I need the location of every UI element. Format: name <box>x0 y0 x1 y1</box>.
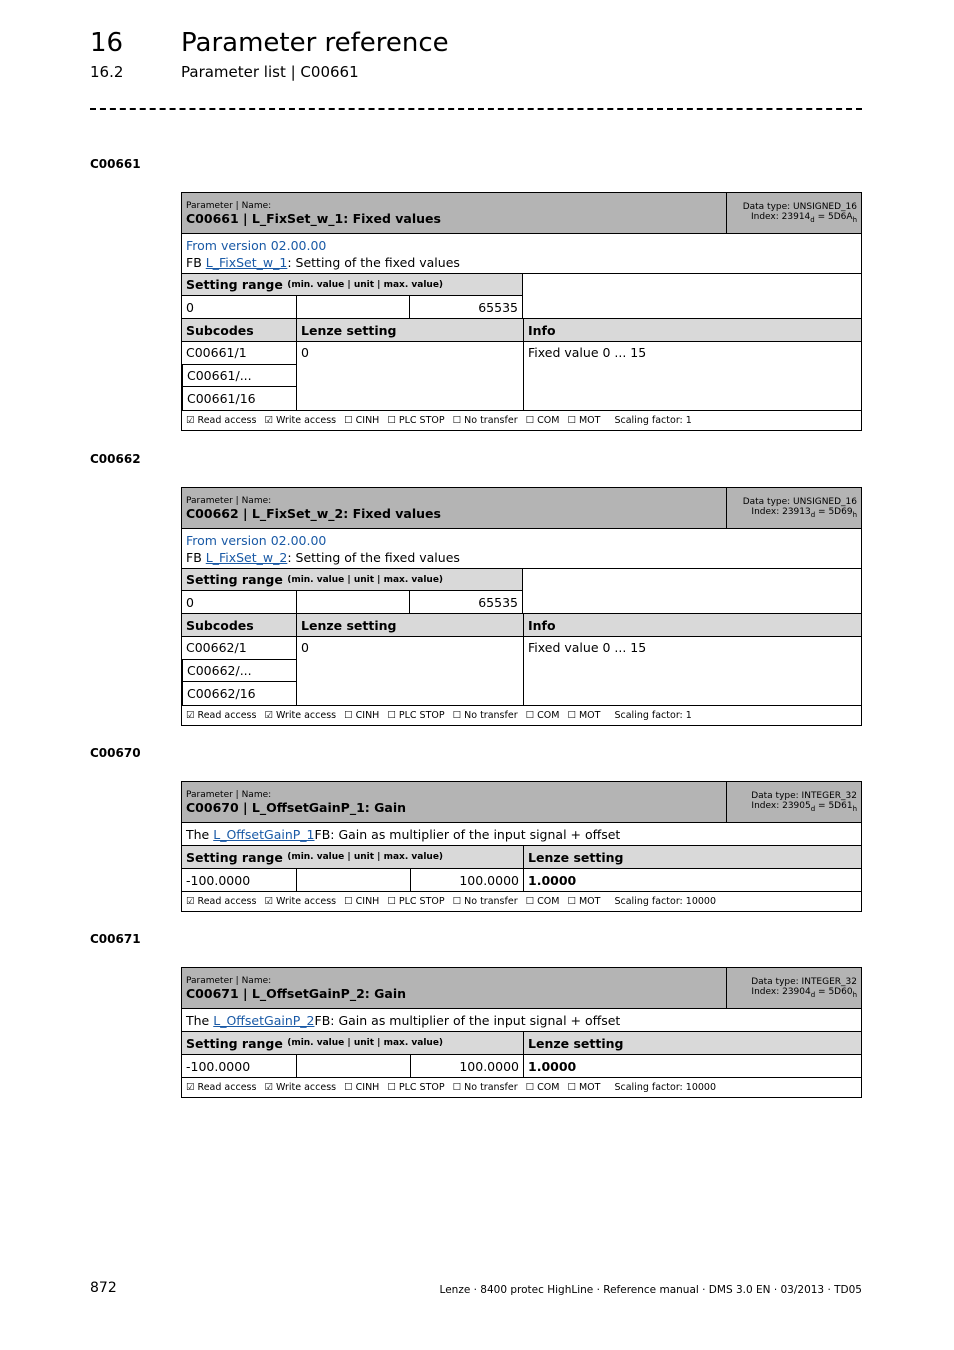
param-name-label: Parameter | Name: <box>186 200 272 211</box>
param-table-header <box>182 782 861 822</box>
lenze-setting-header: Lenze setting <box>296 319 523 341</box>
flag-com: ☐ COM <box>525 710 560 721</box>
range-max: 100.0000 <box>410 1055 523 1077</box>
info-value: Fixed value 0 ... 15 <box>523 342 861 410</box>
flag-read: ☑ Read access <box>186 1082 257 1093</box>
range-unit <box>296 296 410 318</box>
param-name-cell <box>182 968 726 1008</box>
access-flags <box>182 410 861 430</box>
header-divider <box>90 108 862 110</box>
param-table-header <box>182 488 861 528</box>
access-flags <box>182 891 861 911</box>
lenze-setting-value: 1.0000 <box>523 869 861 891</box>
lenze-setting-value: 1.0000 <box>523 1055 861 1077</box>
lenze-setting-header: Lenze setting <box>296 614 523 636</box>
param-name-cell <box>182 782 726 822</box>
param-index: Index: $23905_d = 5D61_h$ <box>751 801 857 813</box>
range-min: 0 <box>186 594 194 610</box>
access-flags <box>182 1077 861 1097</box>
range-unit <box>296 1055 410 1077</box>
param-table-header <box>182 193 861 233</box>
data-type-cell <box>726 782 861 822</box>
range-unit <box>296 591 410 613</box>
param-description: The L_OffsetGainP_1 FB: Gain as multiplier of the input signal + offset <box>186 826 621 842</box>
flag-no-transfer: ☐ No transfer <box>452 896 518 907</box>
subcode-row: C00662/... <box>182 660 296 683</box>
setting-range-label: Setting range (min. value | unit | max. value) <box>186 849 444 865</box>
flag-com: ☐ COM <box>525 896 560 907</box>
param-title: C00670 | L_OffsetGainP_1: Gain <box>186 799 407 815</box>
param-heading: C00662 <box>90 452 141 466</box>
param-index: Index: $23904_d = 5D60_h$ <box>751 987 857 999</box>
scaling-factor: Scaling factor: 1 <box>614 415 692 426</box>
param-description: From version 02.00.00 FB L_FixSet_w_1: Setting of the fixed values <box>182 234 861 273</box>
param-table <box>181 781 862 912</box>
param-table <box>181 967 862 1098</box>
footer-text: Lenze · 8400 protec HighLine · Reference manual · DMS 3.0 EN · 03/2013 · TD05 <box>439 1284 862 1296</box>
subcode-row: C00662/16 <box>182 682 296 705</box>
flag-plc-stop: ☐ PLC STOP <box>387 1082 445 1093</box>
param-name-cell <box>182 488 726 528</box>
subcodes-header: Subcodes <box>186 617 254 633</box>
fb-link[interactable]: L_OffsetGainP_2 <box>213 1012 315 1028</box>
flag-mot: ☐ MOT <box>567 415 601 426</box>
setting-range-label: Setting range (min. value | unit | max. value) <box>186 1035 444 1051</box>
section-number: 16.2 <box>90 63 124 81</box>
chapter-number: 16 <box>90 28 124 58</box>
subcodes-header: Subcodes <box>186 322 254 338</box>
flag-mot: ☐ MOT <box>567 1082 601 1093</box>
flag-write: ☑ Write access <box>264 1082 337 1093</box>
param-table <box>181 487 862 726</box>
section-title: Parameter list | C00661 <box>181 63 359 81</box>
lenze-setting-value: 0 <box>296 342 523 410</box>
data-type: Data type: INTEGER_32 <box>751 791 857 802</box>
version-note: From version 02.00.00 <box>186 238 327 253</box>
param-title: C00661 | L_FixSet_w_1: Fixed values <box>186 210 441 226</box>
param-table <box>181 192 862 431</box>
lenze-setting-value: 0 <box>296 637 523 705</box>
flag-mot: ☐ MOT <box>567 710 601 721</box>
range-min: -100.0000 <box>186 872 251 888</box>
setting-range-label: Setting range (min. value | unit | max. value) <box>182 569 522 591</box>
param-index: Index: $23914_d = 5D6A_h$ <box>750 212 857 224</box>
range-max: 65535 <box>409 591 522 613</box>
subcode-row: C00661/16 <box>182 387 296 410</box>
flag-plc-stop: ☐ PLC STOP <box>387 896 445 907</box>
flag-plc-stop: ☐ PLC STOP <box>387 710 445 721</box>
scaling-factor: Scaling factor: 10000 <box>614 896 716 907</box>
param-name-label: Parameter | Name: <box>186 495 272 506</box>
version-note: From version 02.00.00 <box>186 533 327 548</box>
fb-link[interactable]: L_FixSet_w_1 <box>205 255 288 270</box>
fb-link[interactable]: L_OffsetGainP_1 <box>213 826 315 842</box>
param-heading: C00671 <box>90 932 141 946</box>
data-type-cell <box>726 193 861 233</box>
param-title: C00671 | L_OffsetGainP_2: Gain <box>186 985 407 1001</box>
flag-no-transfer: ☐ No transfer <box>452 415 518 426</box>
flag-cinh: ☐ CINH <box>344 710 380 721</box>
range-max: 100.0000 <box>410 869 523 891</box>
flag-mot: ☐ MOT <box>567 896 601 907</box>
range-min: -100.0000 <box>186 1058 251 1074</box>
flag-com: ☐ COM <box>525 415 560 426</box>
chapter-title: Parameter reference <box>181 28 449 58</box>
scaling-factor: Scaling factor: 10000 <box>614 1082 716 1093</box>
flag-write: ☑ Write access <box>264 415 337 426</box>
flag-no-transfer: ☐ No transfer <box>452 1082 518 1093</box>
access-flags <box>182 705 861 725</box>
param-name-label: Parameter | Name: <box>186 789 272 800</box>
data-type: Data type: UNSIGNED_16 <box>742 202 857 213</box>
data-type: Data type: INTEGER_32 <box>751 977 857 988</box>
data-type-cell <box>726 488 861 528</box>
param-title: C00662 | L_FixSet_w_2: Fixed values <box>186 505 441 521</box>
info-header: Info <box>523 319 861 341</box>
range-unit <box>296 869 410 891</box>
flag-cinh: ☐ CINH <box>344 896 380 907</box>
subcode-row: C00661/1 <box>182 342 296 365</box>
subcode-row: C00661/... <box>182 365 296 388</box>
flag-plc-stop: ☐ PLC STOP <box>387 415 445 426</box>
flag-write: ☑ Write access <box>264 710 337 721</box>
param-name-cell <box>182 193 726 233</box>
data-type-cell <box>726 968 861 1008</box>
param-index: Index: $23913_d = 5D69_h$ <box>751 507 857 519</box>
range-min: 0 <box>186 299 194 315</box>
flag-cinh: ☐ CINH <box>344 415 380 426</box>
flag-no-transfer: ☐ No transfer <box>452 710 518 721</box>
scaling-factor: Scaling factor: 1 <box>614 710 692 721</box>
lenze-setting-header: Lenze setting <box>523 1032 861 1054</box>
param-name-label: Parameter | Name: <box>186 975 272 986</box>
subcode-row: C00662/1 <box>182 637 296 660</box>
param-heading: C00670 <box>90 746 141 760</box>
flag-cinh: ☐ CINH <box>344 1082 380 1093</box>
info-value: Fixed value 0 ... 15 <box>523 637 861 705</box>
param-heading: C00661 <box>90 157 141 171</box>
flag-com: ☐ COM <box>525 1082 560 1093</box>
param-description: From version 02.00.00 FB L_FixSet_w_2: Setting of the fixed values <box>182 529 861 568</box>
lenze-setting-header: Lenze setting <box>523 846 861 868</box>
flag-read: ☑ Read access <box>186 710 257 721</box>
fb-link[interactable]: L_FixSet_w_2 <box>205 550 288 565</box>
info-header: Info <box>523 614 861 636</box>
range-max: 65535 <box>409 296 522 318</box>
param-description: The L_OffsetGainP_2 FB: Gain as multiplier of the input signal + offset <box>186 1012 621 1028</box>
flag-write: ☑ Write access <box>264 896 337 907</box>
flag-read: ☑ Read access <box>186 415 257 426</box>
page-number: 872 <box>90 1280 117 1296</box>
flag-read: ☑ Read access <box>186 896 257 907</box>
param-table-header <box>182 968 861 1008</box>
data-type: Data type: UNSIGNED_16 <box>742 497 857 508</box>
setting-range-label: Setting range (min. value | unit | max. value) <box>182 274 522 296</box>
